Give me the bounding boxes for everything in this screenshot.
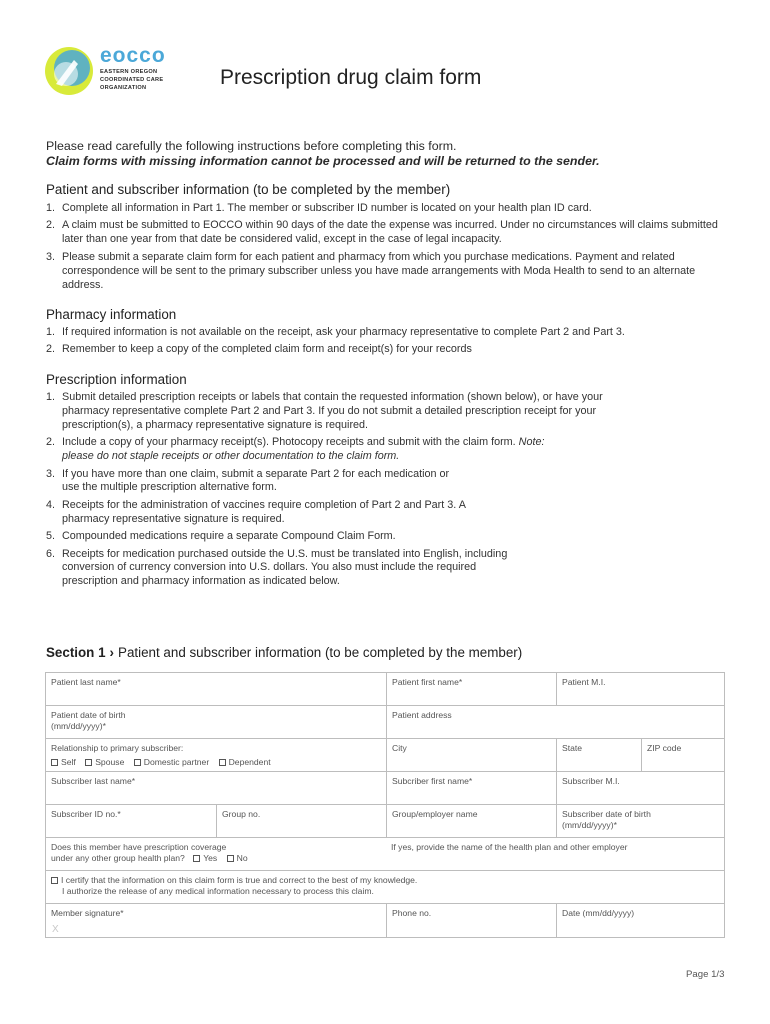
certify-checkbox[interactable]: [51, 877, 58, 884]
field-label: State: [562, 743, 583, 753]
item-text: Receipts for the administration of vaccines require completion of Part 2 and Part 3. A pharmacy representative signature is required.: [62, 498, 466, 525]
rel-self-option[interactable]: [51, 757, 76, 767]
subscriber-mi-field[interactable]: [556, 772, 724, 804]
checkbox[interactable]: [219, 759, 226, 766]
list-item: [46, 391, 636, 433]
prescription-info-heading: Prescription information: [46, 372, 187, 387]
option-label: Dependent: [228, 757, 271, 767]
field-label: Date (mm/dd/yyyy): [562, 908, 635, 918]
patient-first-name-field[interactable]: [386, 673, 556, 705]
list-item: [46, 343, 736, 357]
coverage-yes-option[interactable]: [193, 853, 217, 863]
patient-dob-field[interactable]: [46, 706, 386, 738]
coverage-no-option[interactable]: [227, 853, 248, 863]
option-label: Spouse: [95, 757, 125, 767]
field-label: Relationship to primary subscriber:: [51, 743, 184, 753]
form-row: [46, 904, 724, 937]
form-row: [46, 706, 724, 739]
item-text: Remember to keep a copy of the completed claim form and receipt(s) for your records: [62, 343, 472, 356]
pharmacy-info-list: [46, 326, 736, 361]
option-label: Yes: [203, 853, 218, 863]
chevron-right-icon: ›: [109, 645, 115, 660]
subscriber-id-field[interactable]: [46, 805, 216, 837]
field-label: If yes, provide the name of the health plan and other employer: [391, 842, 628, 852]
intro-warning: Claim forms with missing information cannot be processed and will be returned to the sender.: [46, 154, 600, 168]
item-number: 5.: [46, 530, 56, 543]
section-subtitle: (to be completed by the member): [324, 645, 523, 660]
phone-field[interactable]: [386, 904, 556, 937]
item-number: 1.: [46, 202, 56, 214]
relationship-field: [46, 739, 386, 771]
field-label: Subcriber first name*: [392, 776, 473, 786]
certify-text: I certify that the information on this claim form is true and correct to the best of my knowledge.: [61, 875, 418, 885]
item-note: Note: please do not staple receipts or other documentation to the claim form.: [62, 436, 545, 463]
subscriber-first-name-field[interactable]: [386, 772, 556, 804]
form-row: [46, 772, 724, 805]
item-number: 2.: [46, 436, 56, 449]
item-number: 6.: [46, 547, 56, 560]
field-label: Patient date of birth (mm/dd/yyyy)*: [51, 710, 126, 731]
date-field[interactable]: [556, 904, 724, 937]
other-coverage-field: [46, 838, 386, 870]
form-row: [46, 838, 724, 871]
subscriber-last-name-field[interactable]: [46, 772, 386, 804]
field-label: Patient last name*: [51, 677, 121, 687]
item-text: Please submit a separate claim form for each patient and pharmacy from which you purchase medications. Payment and related correspondence will be sent to the primary subscriber unless you have made arrangements with Moda Health to send to an alternate address.: [62, 250, 696, 291]
heading-text: Patient and subscriber information: [46, 182, 250, 197]
item-text: Receipts for medication purchased outside the U.S. must be translated into English, including conversion of currency conversion into U.S. dollars. You also must include the required prescription and pharmacy information as indicated below.: [62, 547, 508, 588]
rel-spouse-option[interactable]: [85, 757, 124, 767]
pharmacy-info-heading: Pharmacy information: [46, 307, 177, 322]
list-item: [46, 436, 636, 464]
patient-address-field[interactable]: [386, 706, 724, 738]
field-label: Member signature*: [51, 908, 124, 918]
item-text: Submit detailed prescription receipts or labels that contain the requested information (shown below), or have your pharmacy representative complete Part 2 and Part 3. If you do not submit a detailed prescription receipt for your prescription(s), a pharmacy representative signature is required.: [62, 391, 603, 431]
list-item: [46, 548, 636, 590]
list-item: [46, 202, 736, 216]
patient-last-name-field[interactable]: [46, 673, 386, 705]
logo-subtitle: EASTERN OREGON COORDINATED CARE ORGANIZATION: [100, 69, 164, 91]
heading-subtext: (to be completed by the member): [252, 182, 451, 197]
page-number: Page 1/3: [686, 969, 725, 980]
section1-form: [45, 672, 725, 938]
list-item: [46, 499, 636, 527]
form-row: [46, 805, 724, 838]
state-field[interactable]: [556, 739, 641, 771]
section-label: Section 1: [46, 645, 106, 660]
item-number: 2.: [46, 219, 56, 232]
subscriber-dob-field[interactable]: [556, 805, 724, 837]
field-label: Patient address: [392, 710, 452, 720]
zip-field[interactable]: [641, 739, 724, 771]
field-label: Patient M.I.: [562, 677, 606, 687]
checkbox[interactable]: [85, 759, 92, 766]
item-number: 3.: [46, 467, 56, 480]
intro-line: Please read carefully the following instructions before completing this form.: [46, 139, 457, 153]
option-label: Domestic partner: [143, 757, 210, 767]
rel-dependent-option[interactable]: [219, 757, 271, 767]
item-text: Complete all information in Part 1. The member or subscriber ID number is located on your health plan ID card.: [62, 202, 592, 214]
other-plan-name-field[interactable]: [386, 838, 724, 870]
field-label: Patient first name*: [392, 677, 463, 687]
field-label: City: [392, 743, 407, 753]
checkbox[interactable]: [193, 855, 200, 862]
page-title: Prescription drug claim form: [220, 66, 482, 89]
item-number: 1.: [46, 391, 56, 403]
list-item: [46, 530, 636, 544]
patient-info-heading: [46, 182, 450, 197]
prescription-info-list: [46, 391, 636, 593]
group-no-field[interactable]: [216, 805, 386, 837]
form-row: [46, 739, 724, 772]
eocco-logo: [44, 44, 184, 96]
city-field[interactable]: [386, 739, 556, 771]
option-label: Self: [61, 757, 76, 767]
checkbox[interactable]: [227, 855, 234, 862]
item-number: 2.: [46, 343, 56, 356]
item-text: If required information is not available on the receipt, ask your pharmacy representative to complete Part 2 and Part 3.: [62, 326, 625, 338]
field-label: Phone no.: [392, 908, 432, 918]
field-label: Subscriber last name*: [51, 776, 136, 786]
section-title: Patient and subscriber information: [118, 645, 322, 660]
field-label: Subscriber ID no.*: [51, 809, 121, 819]
checkbox[interactable]: [134, 759, 141, 766]
field-label: Subscriber date of birth (mm/dd/yyyy)*: [562, 809, 651, 830]
field-label: Subscriber M.I.: [562, 776, 620, 786]
item-number: 3.: [46, 250, 56, 263]
option-label: No: [236, 853, 248, 863]
form-row: [46, 673, 724, 706]
field-label: Group no.: [222, 809, 261, 819]
list-item: [46, 326, 736, 340]
intro-text: [46, 139, 600, 169]
member-signature-field[interactable]: [46, 904, 386, 937]
list-item: [46, 251, 736, 293]
form-row: [46, 871, 724, 904]
rel-partner-option[interactable]: [134, 757, 209, 767]
checkbox[interactable]: [51, 759, 58, 766]
item-text: Include a copy of your pharmacy receipt(s). Photocopy receipts and submit with the claim form.: [62, 436, 516, 449]
patient-mi-field[interactable]: [556, 673, 724, 705]
certify-field: [46, 871, 724, 903]
item-text: If you have more than one claim, submit a separate Part 2 for each medication or use the multiple prescription alternative form.: [62, 467, 450, 494]
field-label: Group/employer name: [392, 809, 478, 819]
item-number: 1.: [46, 326, 56, 338]
group-employer-field[interactable]: [386, 805, 556, 837]
eocco-logo-mark-icon: [44, 46, 94, 96]
item-text: Compounded medications require a separate Compound Claim Form.: [62, 530, 396, 543]
patient-info-list: [46, 202, 736, 296]
signature-mark: X: [52, 924, 59, 935]
field-label: Does this member have prescription coverage under any other group health plan?: [51, 842, 227, 863]
authorize-text: I authorize the release of any medical information necessary to process this claim.: [62, 886, 374, 896]
list-item: [46, 219, 736, 247]
field-label: ZIP code: [647, 743, 682, 753]
item-number: 4.: [46, 498, 56, 511]
section1-heading: [46, 645, 522, 660]
item-text: A claim must be submitted to EOCCO within 90 days of the date the expense was incurred. Under no circumstances will claims submitted later than one year from that date be considered valid, except in the case of legal incapacity.: [62, 219, 718, 246]
list-item: [46, 468, 636, 496]
logo-wordmark: eocco: [100, 44, 166, 67]
